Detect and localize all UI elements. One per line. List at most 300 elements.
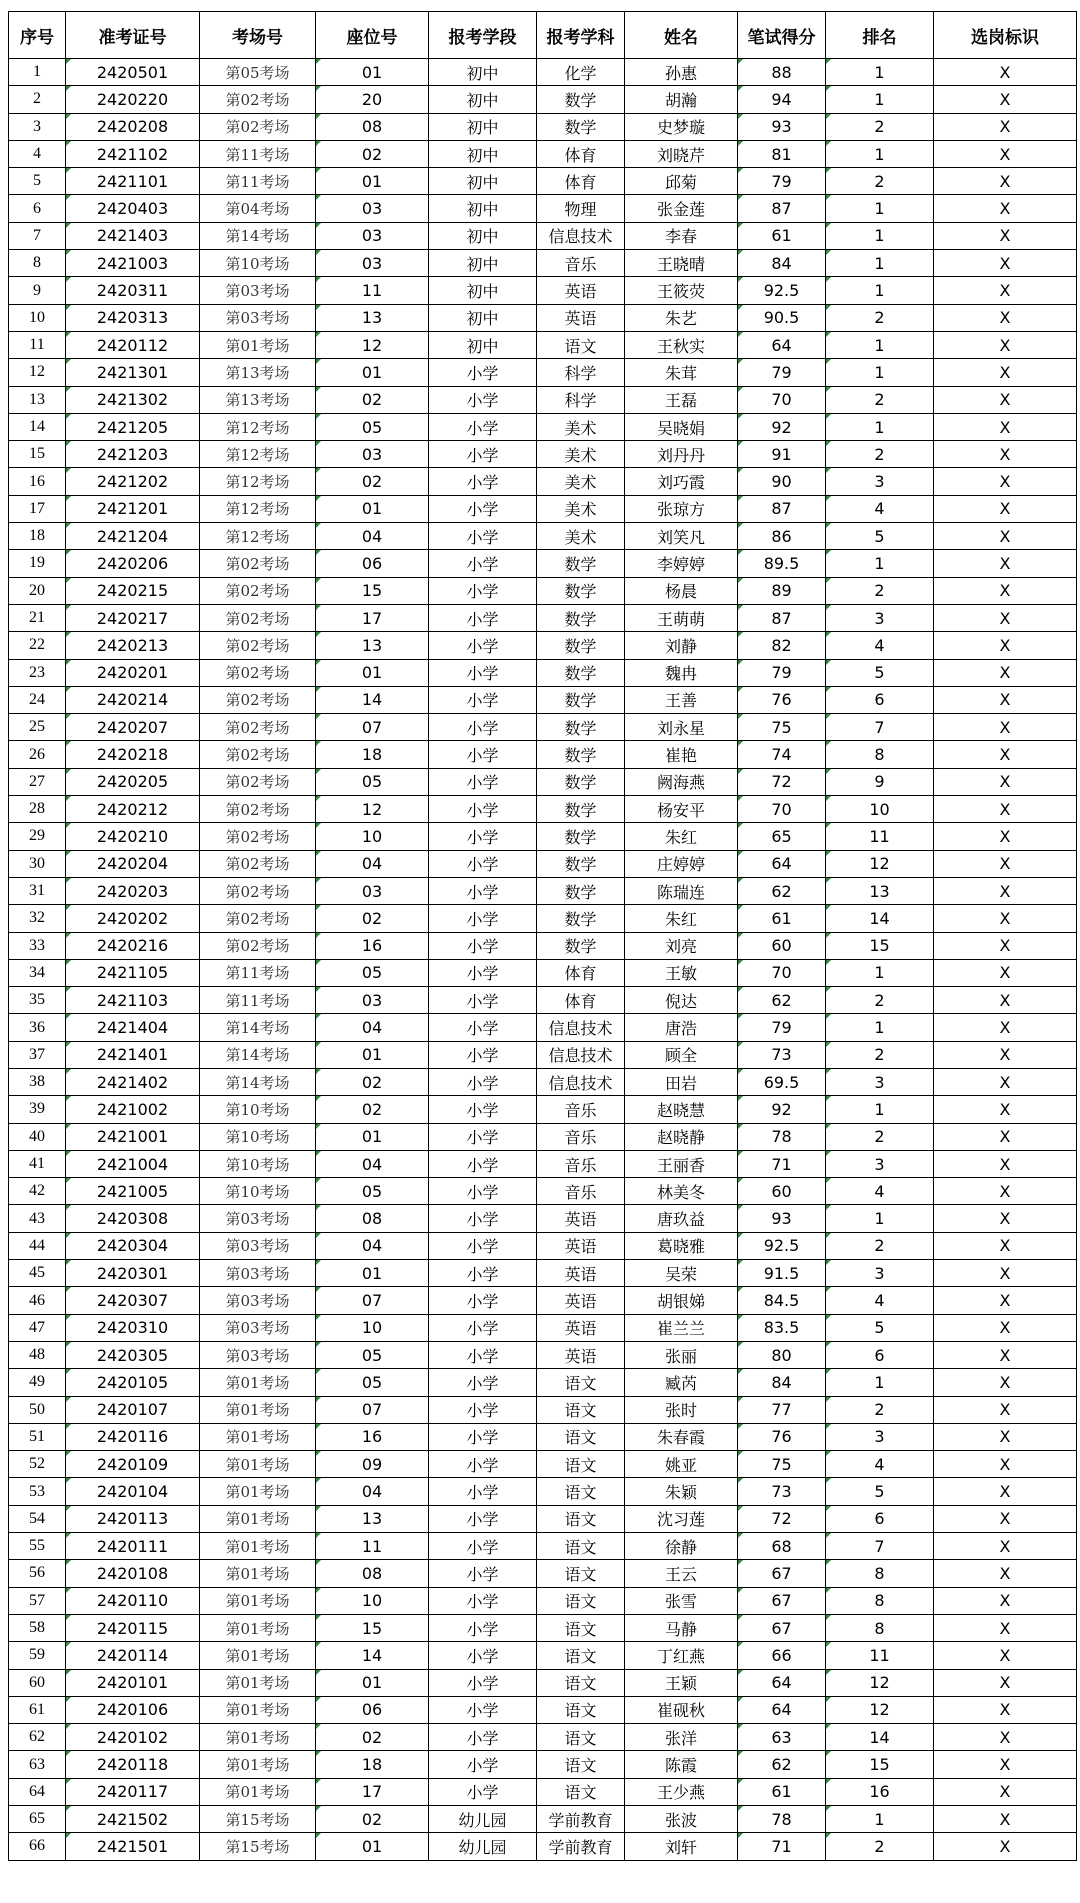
table-row [9,304,1077,331]
written-score: 60 [738,1178,826,1205]
exam-room: 第02考场 [200,550,316,577]
school-level: 小学 [429,823,537,850]
table-row [9,905,1077,932]
seat-number: 02 [316,1806,429,1833]
seat-number: 18 [316,741,429,768]
school-level: 初中 [429,331,537,358]
seat-number: 12 [316,331,429,358]
rank: 1 [826,1014,934,1041]
rank: 2 [826,1123,934,1150]
seat-number: 14 [316,1642,429,1669]
ticket-number: 2420101 [66,1669,200,1696]
row-index: 34 [9,959,66,986]
seat-number: 10 [316,823,429,850]
ticket-number: 2420501 [66,59,200,86]
rank: 3 [826,468,934,495]
subject: 数学 [537,113,625,140]
exam-room: 第03考场 [200,1232,316,1259]
rank: 7 [826,714,934,741]
position-mark: X [934,659,1077,686]
written-score: 74 [738,741,826,768]
ticket-number: 2420214 [66,686,200,713]
exam-room: 第11考场 [200,140,316,167]
written-score: 70 [738,959,826,986]
subject: 数学 [537,877,625,904]
school-level: 小学 [429,1150,537,1177]
row-index: 51 [9,1423,66,1450]
rank: 1 [826,59,934,86]
written-score: 63 [738,1724,826,1751]
subject: 英语 [537,1232,625,1259]
table-row [9,959,1077,986]
position-mark: X [934,1533,1077,1560]
candidate-name: 张洋 [625,1724,738,1751]
written-score: 92 [738,413,826,440]
candidate-name: 刘晓芹 [625,140,738,167]
subject: 数学 [537,796,625,823]
ticket-number: 2421401 [66,1041,200,1068]
table-row [9,195,1077,222]
position-mark: X [934,1041,1077,1068]
table-row [9,1614,1077,1641]
ticket-number: 2420107 [66,1396,200,1423]
ticket-number: 2420311 [66,277,200,304]
table-row [9,386,1077,413]
school-level: 小学 [429,1123,537,1150]
exam-room: 第02考场 [200,877,316,904]
table-row [9,686,1077,713]
written-score: 90.5 [738,304,826,331]
school-level: 幼儿园 [429,1806,537,1833]
seat-number: 05 [316,413,429,440]
candidate-name: 刘笑凡 [625,523,738,550]
school-level: 小学 [429,1560,537,1587]
written-score: 79 [738,1014,826,1041]
seat-number: 13 [316,1505,429,1532]
position-mark: X [934,1287,1077,1314]
rank: 3 [826,1150,934,1177]
subject: 数学 [537,768,625,795]
written-score: 73 [738,1041,826,1068]
school-level: 小学 [429,741,537,768]
ticket-number: 2420215 [66,577,200,604]
position-mark: X [934,1778,1077,1805]
school-level: 初中 [429,304,537,331]
seat-number: 14 [316,686,429,713]
seat-number: 01 [316,1833,429,1860]
position-mark: X [934,1260,1077,1287]
table-row [9,1724,1077,1751]
position-mark: X [934,1587,1077,1614]
school-level: 小学 [429,659,537,686]
row-index: 2 [9,86,66,113]
row-index: 21 [9,604,66,631]
candidate-name: 朱艺 [625,304,738,331]
written-score: 67 [738,1614,826,1641]
seat-number: 11 [316,1533,429,1560]
candidate-name: 张波 [625,1806,738,1833]
ticket-number: 2420403 [66,195,200,222]
row-index: 11 [9,331,66,358]
seat-number: 03 [316,195,429,222]
written-score: 76 [738,686,826,713]
rank: 2 [826,113,934,140]
subject: 语文 [537,1642,625,1669]
subject: 美术 [537,441,625,468]
exam-room: 第15考场 [200,1833,316,1860]
rank: 1 [826,1806,934,1833]
header-seat-number: 座位号 [316,12,429,59]
subject: 英语 [537,1314,625,1341]
school-level: 小学 [429,1369,537,1396]
table-row [9,1205,1077,1232]
written-score: 61 [738,1778,826,1805]
candidate-name: 唐玖益 [625,1205,738,1232]
row-index: 32 [9,905,66,932]
seat-number: 08 [316,1560,429,1587]
ticket-number: 2421001 [66,1123,200,1150]
ticket-number: 2421101 [66,168,200,195]
table-row [9,768,1077,795]
written-score: 62 [738,1751,826,1778]
seat-number: 07 [316,1287,429,1314]
position-mark: X [934,1423,1077,1450]
candidate-name: 王丽香 [625,1150,738,1177]
rank: 15 [826,1751,934,1778]
table-row [9,441,1077,468]
position-mark: X [934,195,1077,222]
subject: 音乐 [537,250,625,277]
written-score: 75 [738,1451,826,1478]
exam-room: 第14考场 [200,1041,316,1068]
position-mark: X [934,1205,1077,1232]
written-score: 62 [738,987,826,1014]
table-row [9,1806,1077,1833]
row-index: 52 [9,1451,66,1478]
rank: 2 [826,1396,934,1423]
position-mark: X [934,523,1077,550]
subject: 音乐 [537,1178,625,1205]
rank: 6 [826,1505,934,1532]
seat-number: 01 [316,495,429,522]
table-row [9,1778,1077,1805]
written-score: 84 [738,1369,826,1396]
seat-number: 10 [316,1587,429,1614]
position-mark: X [934,222,1077,249]
exam-room: 第02考场 [200,768,316,795]
candidate-name: 赵晓慧 [625,1096,738,1123]
school-level: 小学 [429,495,537,522]
candidate-name: 李婷婷 [625,550,738,577]
subject: 数学 [537,932,625,959]
ticket-number: 2421404 [66,1014,200,1041]
candidate-name: 李春 [625,222,738,249]
written-score: 90 [738,468,826,495]
table-row [9,1369,1077,1396]
position-mark: X [934,1096,1077,1123]
row-index: 13 [9,386,66,413]
position-mark: X [934,550,1077,577]
row-index: 20 [9,577,66,604]
subject: 信息技术 [537,1014,625,1041]
written-score: 79 [738,359,826,386]
position-mark: X [934,604,1077,631]
written-score: 89 [738,577,826,604]
exam-room: 第03考场 [200,1314,316,1341]
seat-number: 02 [316,1724,429,1751]
row-index: 38 [9,1068,66,1095]
exam-room: 第03考场 [200,1260,316,1287]
ticket-number: 2420112 [66,331,200,358]
subject: 数学 [537,86,625,113]
seat-number: 07 [316,714,429,741]
school-level: 小学 [429,1642,537,1669]
position-mark: X [934,441,1077,468]
header-written-score: 笔试得分 [738,12,826,59]
ticket-number: 2421202 [66,468,200,495]
rank: 5 [826,523,934,550]
candidate-name: 邱菊 [625,168,738,195]
ticket-number: 2420104 [66,1478,200,1505]
exam-room: 第01考场 [200,1423,316,1450]
row-index: 65 [9,1806,66,1833]
candidate-name: 王秋实 [625,331,738,358]
ticket-number: 2420201 [66,659,200,686]
table-row [9,331,1077,358]
school-level: 小学 [429,932,537,959]
ticket-number: 2420205 [66,768,200,795]
exam-room: 第02考场 [200,604,316,631]
seat-number: 02 [316,140,429,167]
position-mark: X [934,1150,1077,1177]
written-score: 73 [738,1478,826,1505]
seat-number: 01 [316,168,429,195]
row-index: 60 [9,1669,66,1696]
subject: 信息技术 [537,222,625,249]
exam-room: 第10考场 [200,250,316,277]
ticket-number: 2421105 [66,959,200,986]
seat-number: 17 [316,1778,429,1805]
subject: 英语 [537,277,625,304]
row-index: 63 [9,1751,66,1778]
rank: 2 [826,441,934,468]
row-index: 41 [9,1150,66,1177]
ticket-number: 2420202 [66,905,200,932]
rank: 1 [826,277,934,304]
ticket-number: 2420212 [66,796,200,823]
written-score: 93 [738,1205,826,1232]
subject: 音乐 [537,1123,625,1150]
row-index: 55 [9,1533,66,1560]
written-score: 81 [738,140,826,167]
position-mark: X [934,413,1077,440]
table-row [9,632,1077,659]
written-score: 60 [738,932,826,959]
header-position-mark: 选岗标识 [934,12,1077,59]
written-score: 72 [738,768,826,795]
rank: 11 [826,1642,934,1669]
candidate-name: 赵晓静 [625,1123,738,1150]
rank: 1 [826,86,934,113]
school-level: 小学 [429,768,537,795]
candidate-name: 徐静 [625,1533,738,1560]
ticket-number: 2420218 [66,741,200,768]
position-mark: X [934,468,1077,495]
seat-number: 05 [316,768,429,795]
table-row [9,1587,1077,1614]
seat-number: 03 [316,987,429,1014]
school-level: 小学 [429,1751,537,1778]
seat-number: 05 [316,1178,429,1205]
subject: 数学 [537,550,625,577]
subject: 数学 [537,905,625,932]
school-level: 小学 [429,577,537,604]
position-mark: X [934,987,1077,1014]
ticket-number: 2420113 [66,1505,200,1532]
ticket-number: 2420216 [66,932,200,959]
exam-room: 第01考场 [200,1778,316,1805]
seat-number: 05 [316,1369,429,1396]
written-score: 69.5 [738,1068,826,1095]
school-level: 初中 [429,113,537,140]
subject: 信息技术 [537,1041,625,1068]
position-mark: X [934,1505,1077,1532]
exam-room: 第14考场 [200,1014,316,1041]
school-level: 小学 [429,1341,537,1368]
rank: 1 [826,222,934,249]
school-level: 小学 [429,850,537,877]
exam-room: 第11考场 [200,168,316,195]
row-index: 48 [9,1341,66,1368]
written-score: 67 [738,1560,826,1587]
school-level: 小学 [429,468,537,495]
written-score: 89.5 [738,550,826,577]
subject: 语文 [537,1369,625,1396]
candidate-name: 田岩 [625,1068,738,1095]
rank: 13 [826,877,934,904]
school-level: 小学 [429,1696,537,1723]
school-level: 小学 [429,714,537,741]
written-score: 88 [738,59,826,86]
exam-room: 第03考场 [200,304,316,331]
ticket-number: 2420207 [66,714,200,741]
ticket-number: 2420213 [66,632,200,659]
table-row [9,413,1077,440]
row-index: 42 [9,1178,66,1205]
seat-number: 15 [316,577,429,604]
candidate-name: 史梦璇 [625,113,738,140]
school-level: 小学 [429,1724,537,1751]
row-index: 4 [9,140,66,167]
table-row [9,1751,1077,1778]
position-mark: X [934,59,1077,86]
table-row [9,1314,1077,1341]
rank: 3 [826,1068,934,1095]
written-score: 91.5 [738,1260,826,1287]
subject: 语文 [537,1396,625,1423]
rank: 3 [826,604,934,631]
written-score: 65 [738,823,826,850]
school-level: 小学 [429,1205,537,1232]
table-row [9,1669,1077,1696]
candidate-name: 王萌萌 [625,604,738,631]
table-body [9,59,1077,1861]
rank: 3 [826,1423,934,1450]
exam-room: 第02考场 [200,796,316,823]
position-mark: X [934,140,1077,167]
subject: 数学 [537,823,625,850]
candidate-name: 杨晨 [625,577,738,604]
ticket-number: 2420220 [66,86,200,113]
position-mark: X [934,1068,1077,1095]
written-score: 79 [738,168,826,195]
rank: 5 [826,1314,934,1341]
ticket-number: 2420307 [66,1287,200,1314]
candidate-name: 刘巧霞 [625,468,738,495]
school-level: 小学 [429,523,537,550]
rank: 1 [826,195,934,222]
subject: 数学 [537,632,625,659]
exam-room: 第02考场 [200,823,316,850]
exam-room: 第10考场 [200,1150,316,1177]
position-mark: X [934,277,1077,304]
header-name: 姓名 [625,12,738,59]
row-index: 25 [9,714,66,741]
exam-room: 第01考场 [200,1560,316,1587]
candidate-name: 王筱荧 [625,277,738,304]
rank: 6 [826,686,934,713]
school-level: 初中 [429,86,537,113]
school-level: 小学 [429,1068,537,1095]
rank: 1 [826,359,934,386]
row-index: 56 [9,1560,66,1587]
rank: 3 [826,1260,934,1287]
school-level: 小学 [429,987,537,1014]
position-mark: X [934,577,1077,604]
written-score: 92.5 [738,277,826,304]
subject: 数学 [537,741,625,768]
seat-number: 07 [316,1396,429,1423]
school-level: 初中 [429,140,537,167]
exam-room: 第13考场 [200,386,316,413]
subject: 语文 [537,1724,625,1751]
candidate-name: 阙海燕 [625,768,738,795]
school-level: 小学 [429,1314,537,1341]
subject: 语文 [537,1505,625,1532]
rank: 6 [826,1341,934,1368]
ticket-number: 2420313 [66,304,200,331]
candidate-name: 张雪 [625,1587,738,1614]
rank: 1 [826,550,934,577]
ticket-number: 2420102 [66,1724,200,1751]
ticket-number: 2420115 [66,1614,200,1641]
subject: 数学 [537,577,625,604]
position-mark: X [934,331,1077,358]
seat-number: 20 [316,86,429,113]
school-level: 小学 [429,1778,537,1805]
row-index: 8 [9,250,66,277]
table-row [9,659,1077,686]
position-mark: X [934,1669,1077,1696]
seat-number: 01 [316,1041,429,1068]
subject: 语文 [537,1778,625,1805]
table-row [9,250,1077,277]
exam-room: 第02考场 [200,577,316,604]
exam-room: 第02考场 [200,659,316,686]
table-row [9,523,1077,550]
written-score: 80 [738,1341,826,1368]
row-index: 29 [9,823,66,850]
